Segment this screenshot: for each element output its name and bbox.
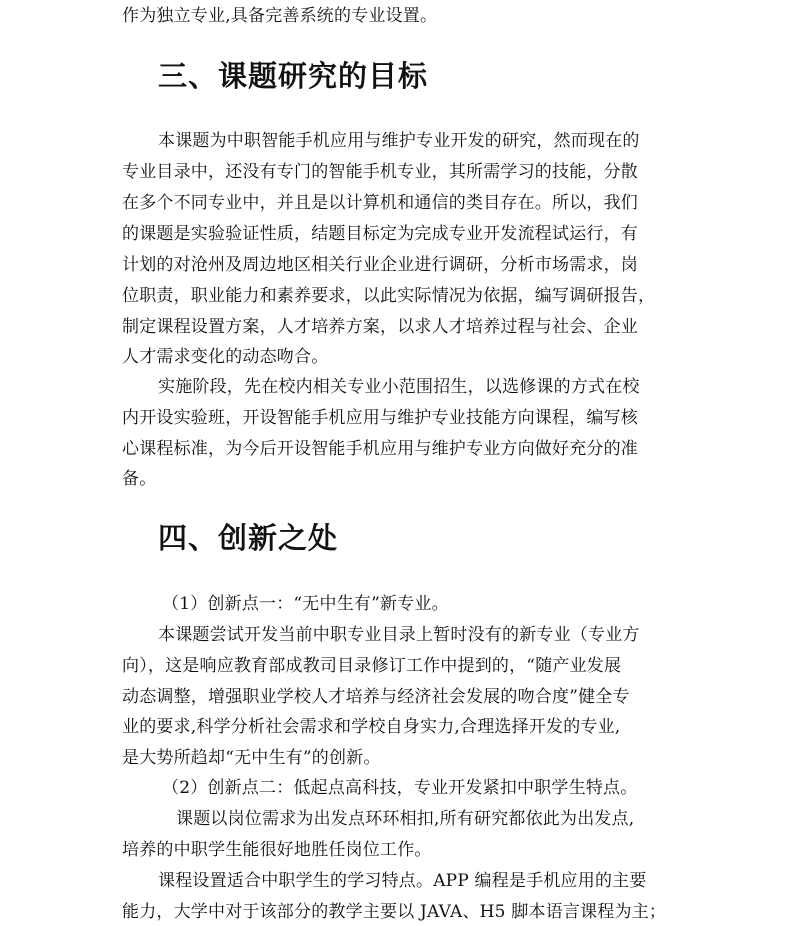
- innovation-point-2-title: （2）创新点二：低起点高科技，专业开发紧扣中职学生特点。: [162, 778, 638, 798]
- paragraph-line: 计划的对沧州及周边地区相关行业企业进行调研，分析市场需求，岗: [122, 255, 638, 275]
- paragraph-line: 课题以岗位需求为出发点环环相扣,所有研究都依此为出发点,: [176, 809, 635, 829]
- paragraph-line: 课程设置适合中职学生的学习特点。APP 编程是手机应用的主要: [158, 871, 647, 891]
- section-3-heading: 三、课题研究的目标: [158, 59, 429, 93]
- paragraph-line: 实施阶段，先在校内相关专业小范围招生，以选修课的方式在校: [158, 377, 640, 397]
- paragraph-line: 动态调整，增强职业学校人才培养与经济社会发展的吻合度”健全专: [122, 687, 630, 707]
- paragraph-line: 是大势所趋却“无中生有”的创新。: [122, 748, 381, 768]
- paragraph-line: 培养的中职学生能很好地胜任岗位工作。: [122, 840, 432, 860]
- section-4-heading: 四、创新之处: [158, 521, 339, 555]
- paragraph-line: 专业目录中，还没有专门的智能手机专业，其所需学习的技能，分散: [122, 162, 638, 182]
- paragraph-line: 内开设实验班，开设智能手机应用与维护专业技能方向课程，编写核: [122, 408, 638, 428]
- paragraph-line: 心课程标准，为今后开设智能手机应用与维护专业方向做好充分的准: [122, 439, 638, 459]
- paragraph-line: 能力，大学中对于该部分的教学主要以 JAVA、H5 脚本语言课程为主；: [122, 902, 667, 922]
- paragraph-line: 向），这是响应教育部成教司目录修订工作中提到的，“随产业发展: [122, 656, 622, 676]
- paragraph-line: 的课题是实验验证性质，结题目标定为完成专业开发流程试运行，有: [122, 224, 638, 244]
- paragraph-line: 本课题尝试开发当前中职专业目录上暂时没有的新专业（专业方: [158, 625, 640, 645]
- paragraph-line: 人才需求变化的动态吻合。: [122, 347, 329, 367]
- paragraph-line: 业的要求,科学分析社会需求和学校自身实力,合理选择开发的专业,: [122, 717, 621, 737]
- paragraph-line: 制定课程设置方案，人才培养方案，以求人才培养过程与社会、企业: [122, 317, 638, 337]
- paragraph-line: 本课题为中职智能手机应用与维护专业开发的研究，然而现在的: [158, 131, 640, 151]
- innovation-point-1-title: （1）创新点一：“无中生有”新专业。: [162, 594, 449, 614]
- paragraph-line: 在多个不同专业中，并且是以计算机和通信的类目存在。所以，我们: [122, 193, 638, 213]
- paragraph-line: 备。: [122, 469, 157, 489]
- intro-tail-line: 作为独立专业,具备完善系统的专业设置。: [122, 6, 438, 26]
- paragraph-line: 位职责，职业能力和素养要求，以此实际情况为依据，编写调研报告，: [122, 286, 656, 306]
